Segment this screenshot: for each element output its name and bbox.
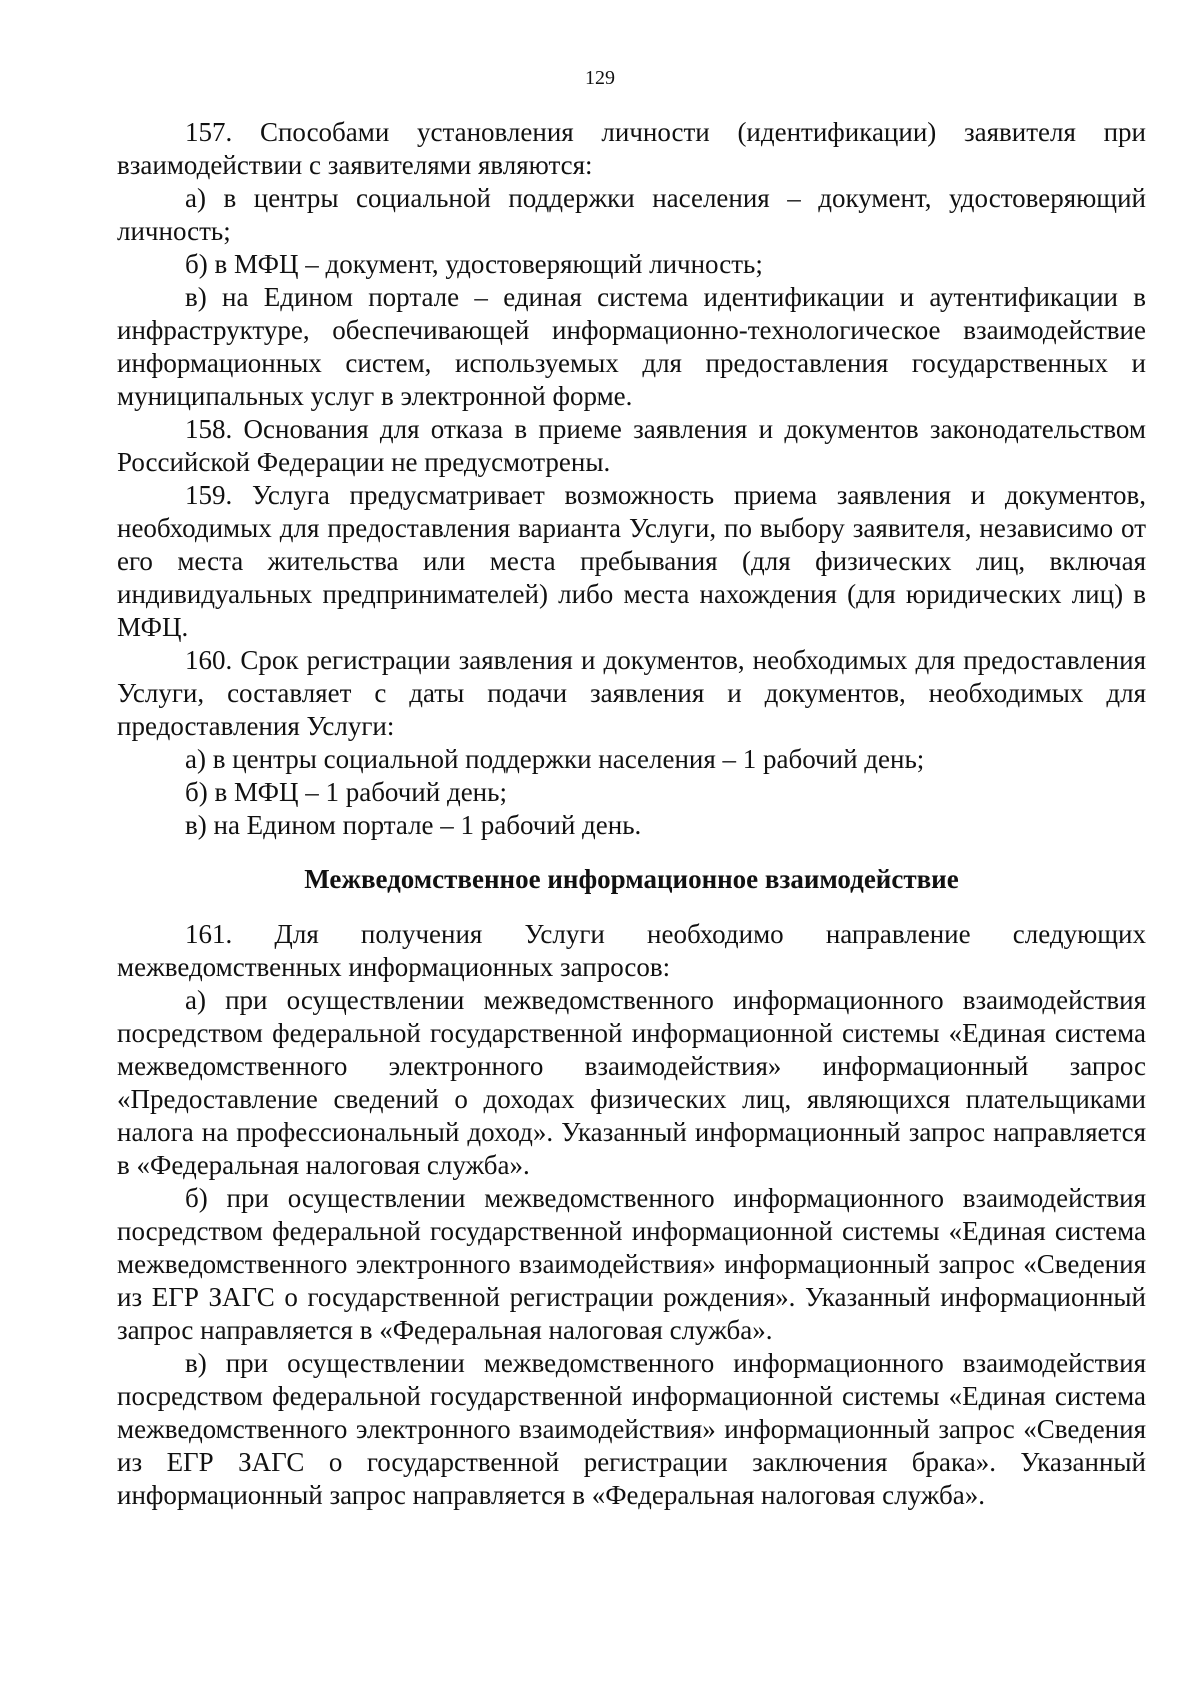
paragraph-160: 160. Срок регистрации заявления и документов, необходимых для предоставления Услуги, составляет с даты подачи заявления и документов, необходимых для предоставления Услуги:: [117, 645, 1146, 741]
paragraph-161-b: б) при осуществлении межведомственного информационного взаимодействия посредством федеральной государственной информационной системы «Единая система межведомственного электронного взаимодействия» информационный запрос «Сведения из ЕГР ЗАГС о государственной регистрации рождения». Указанный информационный запрос направляется в «Федеральная налоговая служба».: [117, 1183, 1146, 1345]
paragraph-160-b: б) в МФЦ – 1 рабочий день;: [185, 777, 507, 807]
paragraph-157-v: в) на Едином портале – единая система идентификации и аутентификации в инфраструктуре, обеспечивающей информационно-технологическое взаимодействие информационных систем, используемых для предоставления государственных и муниципальных услуг в электронной форме.: [117, 282, 1146, 411]
paragraph-161-v: в) при осуществлении межведомственного информационного взаимодействия посредством федеральной государственной информационной системы «Единая система межведомственного электронного взаимодействия» информационный запрос «Сведения из ЕГР ЗАГС о государственной регистрации заключения брака». Указанный информационный запрос направляется в «Федеральная налоговая служба».: [117, 1348, 1146, 1510]
paragraph-161: 161. Для получения Услуги необходимо направление следующих межведомственных информационных запросов:: [117, 919, 1146, 982]
document-body: [117, 116, 1146, 1512]
paragraph-157: 157. Способами установления личности (идентификации) заявителя при взаимодействии с заявителями являются:: [117, 117, 1146, 180]
paragraph-157-b: б) в МФЦ – документ, удостоверяющий личность;: [185, 249, 763, 279]
paragraph-159: 159. Услуга предусматривает возможность приема заявления и документов, необходимых для предоставления варианта Услуги, по выбору заявителя, независимо от его места жительства или места пребывания (для физических лиц, включая индивидуальных предпринимателей) либо места нахождения (для юридических лиц) в МФЦ.: [117, 480, 1146, 642]
paragraph-160-a: а) в центры социальной поддержки населения – 1 рабочий день;: [185, 744, 925, 774]
section-heading: Межведомственное информационное взаимодействие: [304, 864, 959, 894]
paragraph-161-a: а) при осуществлении межведомственного информационного взаимодействия посредством федеральной государственной информационной системы «Единая система межведомственного электронного взаимодействия» информационный запрос «Предоставление сведений о доходах физических лиц, являющихся плательщиками налога на профессиональный доход». Указанный информационный запрос направляется в «Федеральная налоговая служба».: [117, 985, 1146, 1180]
paragraph-160-v: в) на Едином портале – 1 рабочий день.: [185, 810, 642, 840]
paragraph-157-a: а) в центры социальной поддержки населения – документ, удостоверяющий личность;: [117, 183, 1146, 246]
page-number: 129: [585, 67, 615, 89]
paragraph-158: 158. Основания для отказа в приеме заявления и документов законодательством Российской Федерации не предусмотрены.: [117, 414, 1146, 477]
